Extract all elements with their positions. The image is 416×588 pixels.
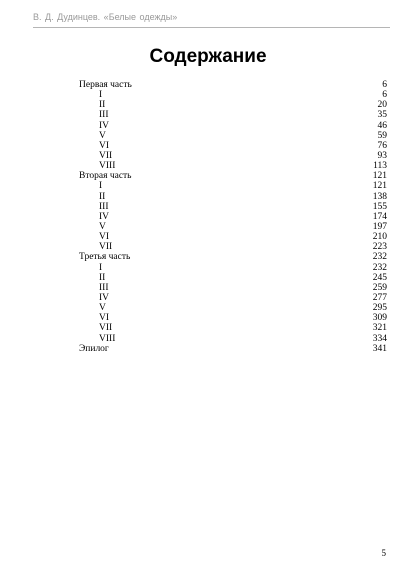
toc-entry-page: 223 [372, 242, 387, 253]
toc-chapter-entry[interactable] [79, 202, 387, 212]
toc-entry-page: 155 [372, 201, 387, 212]
toc-chapter-entry[interactable] [79, 131, 387, 141]
toc-entry-label: Третья часть [79, 252, 131, 263]
toc-entry-page: 35 [377, 110, 387, 121]
toc-entry-label: V [99, 303, 106, 314]
toc-entry-page: 334 [372, 333, 387, 344]
toc-entry-label: VI [99, 140, 110, 151]
toc-part-entry[interactable] [79, 80, 387, 90]
toc-entry-page: 245 [372, 272, 387, 283]
toc-entry-page: 321 [372, 323, 387, 334]
toc-entry-page: 59 [377, 130, 387, 141]
toc-chapter-entry[interactable] [79, 141, 387, 151]
toc-chapter-entry[interactable] [79, 303, 387, 313]
toc-entry-page: 93 [377, 150, 387, 161]
toc-entry-label: V [99, 130, 106, 141]
toc-entry-label: Первая часть [79, 80, 132, 90]
toc-entry-label: III [99, 201, 109, 212]
running-header: В. Д. Дудинцев. «Белые одежды» [33, 12, 178, 22]
toc-chapter-entry[interactable] [79, 323, 387, 333]
toc-part-entry[interactable] [79, 171, 387, 181]
toc-chapter-entry[interactable] [79, 273, 387, 283]
toc-entry-label: VII [99, 242, 113, 253]
toc-entry-page: 174 [372, 211, 387, 222]
toc-entry-label: III [99, 110, 109, 121]
toc-entry-page: 121 [372, 181, 387, 192]
toc-entry-label: Эпилог [79, 343, 109, 354]
toc-entry-page: 6 [382, 90, 387, 101]
toc-entry-label: VII [99, 150, 113, 161]
toc-entry-page: 76 [377, 140, 387, 151]
toc-chapter-entry[interactable] [79, 313, 387, 323]
toc-chapter-entry[interactable] [79, 90, 387, 100]
toc-chapter-entry[interactable] [79, 263, 387, 273]
toc-entry-label: VII [99, 323, 113, 334]
toc-entry-label: I [99, 90, 103, 101]
toc-entry-label: IV [99, 211, 110, 222]
toc-entry-label: VI [99, 232, 110, 243]
toc-chapter-entry[interactable] [79, 110, 387, 120]
toc-chapter-entry[interactable] [79, 192, 387, 202]
toc-chapter-entry[interactable] [79, 121, 387, 131]
toc-entry-page: 121 [372, 171, 387, 182]
toc-entry-label: VIII [99, 333, 116, 344]
toc-entry-page: 197 [372, 221, 387, 232]
toc-part-entry[interactable] [79, 252, 387, 262]
toc-part-entry[interactable] [79, 344, 387, 354]
toc-entry-page: 295 [372, 303, 387, 314]
toc-entry-label: Вторая часть [79, 171, 132, 182]
toc-entry-page: 259 [372, 282, 387, 293]
toc-entry-label: VI [99, 313, 110, 324]
page-title: Содержание [149, 46, 267, 67]
toc-entry-page: 232 [372, 262, 387, 273]
toc-entry-page: 341 [372, 343, 387, 354]
toc-chapter-entry[interactable] [79, 293, 387, 303]
toc-chapter-entry[interactable] [79, 212, 387, 222]
toc-chapter-entry[interactable] [79, 334, 387, 344]
toc-entry-page: 277 [372, 292, 387, 303]
header-divider [33, 27, 390, 28]
toc-chapter-entry[interactable] [79, 283, 387, 293]
toc-entry-label: VIII [99, 161, 116, 172]
toc-entry-label: IV [99, 292, 110, 303]
toc-entry-page: 46 [377, 120, 387, 131]
toc-entry-label: III [99, 282, 109, 293]
toc-entry-label: II [99, 272, 106, 283]
toc-entry-page: 210 [372, 232, 387, 243]
toc-entry-page: 113 [373, 161, 387, 172]
toc-chapter-entry[interactable] [79, 222, 387, 232]
toc-chapter-entry[interactable] [79, 232, 387, 242]
toc-entry-page: 309 [372, 313, 387, 324]
toc-entry-page: 20 [377, 100, 387, 111]
toc-chapter-entry[interactable] [79, 242, 387, 252]
toc-entry-label: I [99, 181, 103, 192]
page-number: 5 [381, 548, 386, 558]
toc-chapter-entry[interactable] [79, 181, 387, 191]
toc-chapter-entry[interactable] [79, 100, 387, 110]
toc-entry-page: 6 [382, 80, 387, 90]
toc-entry-label: II [99, 191, 106, 202]
toc-entry-page: 232 [372, 252, 387, 263]
toc-entry-label: I [99, 262, 103, 273]
toc-entry-label: IV [99, 120, 110, 131]
toc-chapter-entry[interactable] [79, 151, 387, 161]
toc-entry-label: V [99, 221, 106, 232]
table-of-contents [79, 80, 387, 354]
toc-entry-page: 138 [372, 191, 387, 202]
toc-entry-label: II [99, 100, 106, 111]
toc-chapter-entry[interactable] [79, 161, 387, 171]
